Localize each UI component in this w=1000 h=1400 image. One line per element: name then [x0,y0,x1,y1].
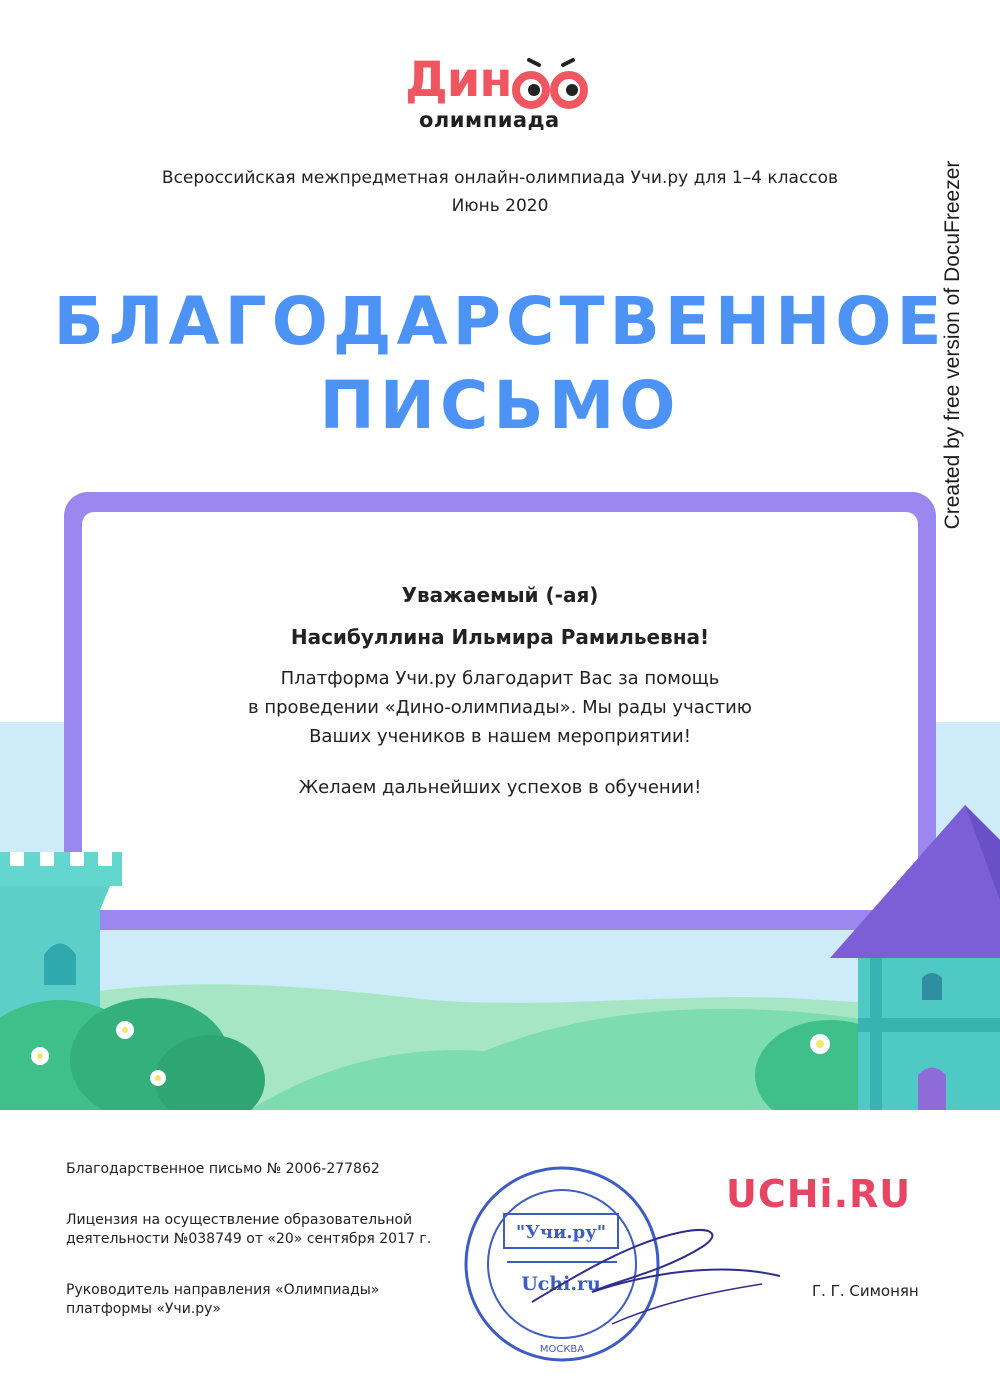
event-header [0,164,1000,220]
watermark-text: Created by free version of DocuFreezer [941,160,964,530]
title-line-2: ПИСЬМО [319,367,681,444]
letter-body-line-1: Платформа Учи.ру благодарит Вас за помощь [280,668,720,689]
letter-body-line-3: Ваших учеников в нашем мероприятии! [309,726,691,747]
dino-logo [405,50,595,140]
uchi-brand-logo: UCHi.RU [726,1172,912,1216]
license-line-1: Лицензия на осуществление образовательной [66,1212,413,1228]
letter-card [82,580,918,802]
stamp-city: МОСКВА [539,1344,585,1355]
head-line-1: Руководитель направления «Олимпиады» [66,1282,380,1298]
license-info [66,1211,466,1249]
head-title [66,1281,466,1319]
head-line-2: платформы «Учи.ру» [66,1301,221,1317]
event-name: Всероссийская межпредметная онлайн-олимпиада Учи.ру для 1–4 классов [161,168,839,188]
letter-body-line-2: в проведении «Дино-олимпиады». Мы рады участию [248,697,752,718]
letter-number: Благодарственное письмо № 2006-277862 [66,1161,380,1177]
recipient-name: Насибуллина Ильмира Рамильевна! [290,625,710,649]
dino-eyes-icon [505,56,595,112]
stamp-latin: Uchi.ru [521,1273,601,1295]
event-date: Июнь 2020 [451,196,549,216]
page-title [0,280,1000,448]
logo-wordmark: Дин [405,52,512,108]
official-stamp [462,1152,784,1380]
signer-name: Г. Г. Симонян [812,1282,919,1300]
footer-info [66,1160,466,1351]
stamp-name: "Учи.ру" [515,1222,607,1243]
title-line-1: БЛАГОДАРСТВЕННОЕ [53,283,947,360]
license-line-2: деятельности №038749 от «20» сентября 2017 г. [66,1231,432,1247]
letter-wish: Желаем дальнейших успехов в обучении! [298,777,702,798]
logo-subtitle: олимпиада [419,108,560,132]
greeting: Уважаемый (-ая) [401,583,599,607]
